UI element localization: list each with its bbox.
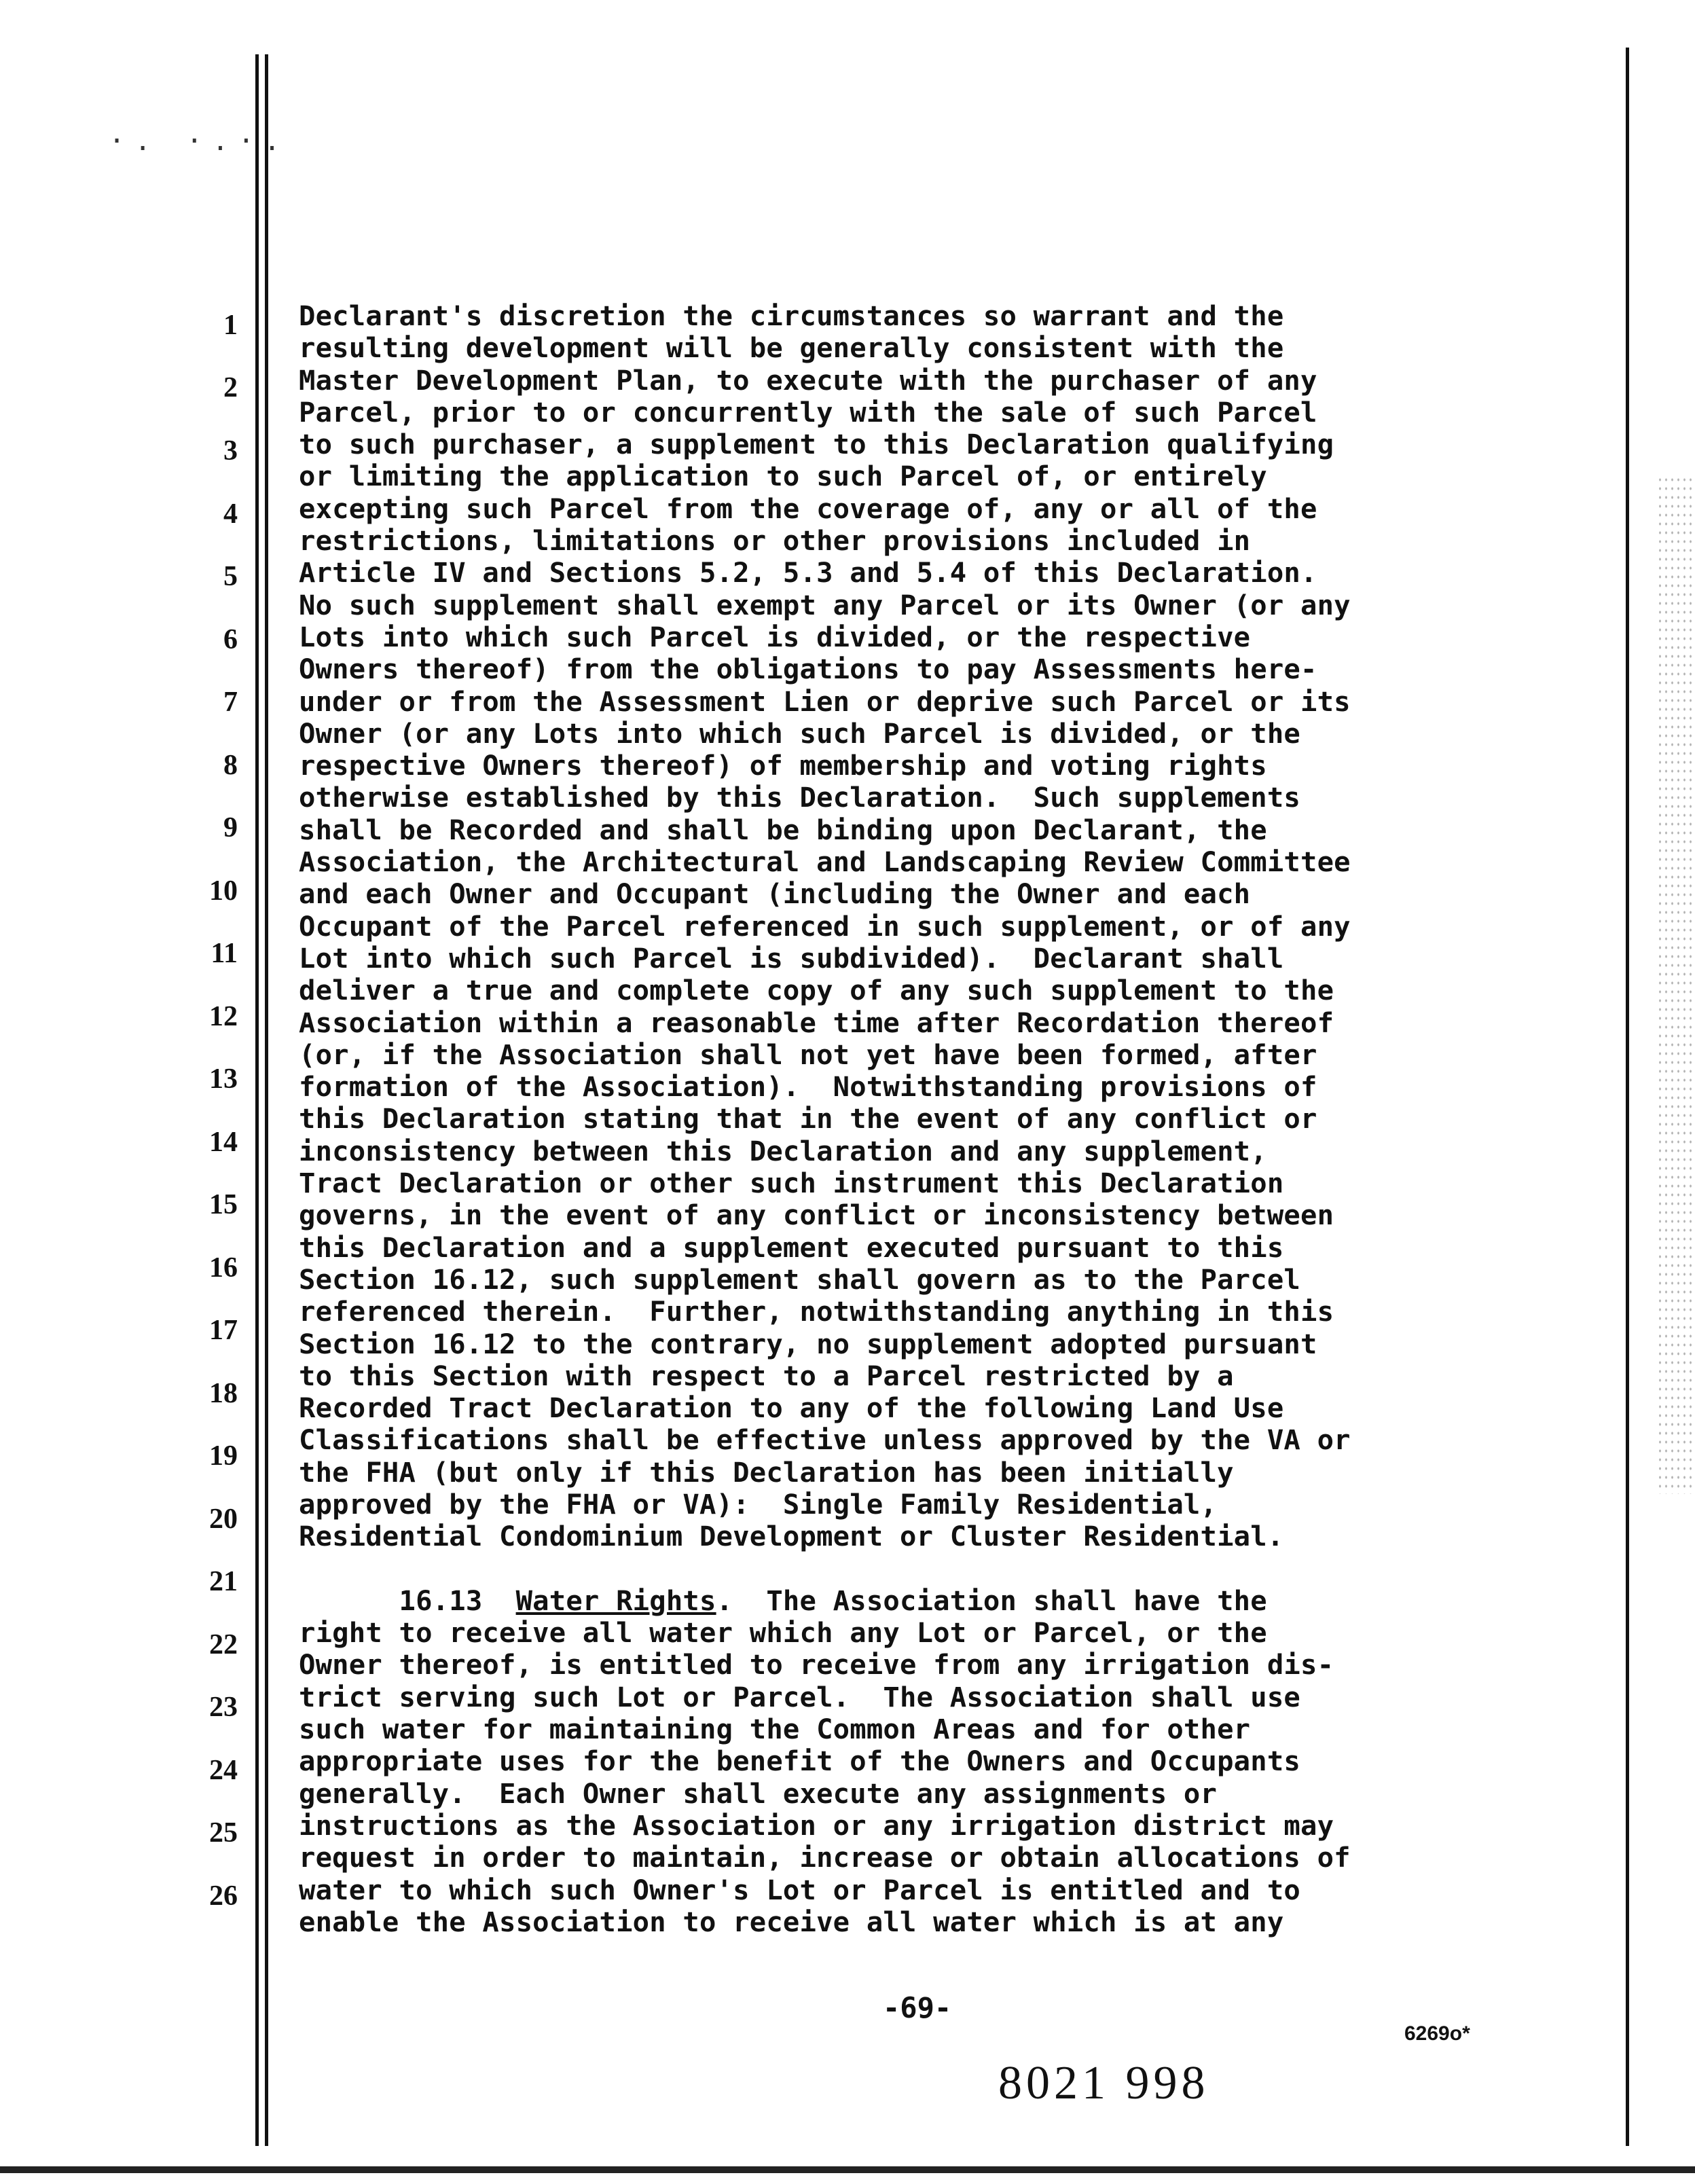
line-number: 10 [209, 875, 238, 907]
page-number: -69- [883, 1991, 952, 2024]
text-line: Owners thereof) from the obligations to pay Assessments here- [299, 653, 1317, 686]
text-line: instructions as the Association or any irrigation district may [299, 1808, 1334, 1842]
scan-bottom-edge [0, 2166, 1695, 2173]
text-line: restrictions, limitations or other provisions included in [299, 524, 1251, 558]
paragraph-16-13 [299, 1617, 1616, 1938]
line-number: 5 [223, 561, 238, 592]
line-number: 21 [209, 1566, 238, 1597]
text-line: generally. Each Owner shall execute any assignments or [299, 1777, 1218, 1810]
text-line: Section 16.12 to the contrary, no supplement adopted pursuant [299, 1327, 1317, 1360]
line-number: 8 [223, 750, 238, 781]
line-number: 9 [223, 812, 238, 843]
line-number: 6 [223, 624, 238, 655]
section-heading-line [299, 1585, 1616, 1617]
line-number: 3 [223, 435, 238, 467]
text-line: Association within a reasonable time after Recordation thereof [299, 1006, 1334, 1039]
text-line: referenced therein. Further, notwithstanding anything in this [299, 1295, 1334, 1328]
recording-stamp [998, 2056, 1209, 2111]
line-number: 11 [211, 938, 238, 969]
text-line: Section 16.12, such supplement shall govern as to the Parcel [299, 1262, 1300, 1296]
paragraph-16-12-continuation [299, 300, 1616, 1553]
text-line: this Declaration and a supplement executed pursuant to this [299, 1231, 1284, 1264]
text-line: to this Section with respect to a Parcel restricted by a [299, 1359, 1234, 1392]
text-line: Parcel, prior to or concurrently with the sale of such Parcel [299, 395, 1317, 429]
text-line: governs, in the event of any conflict or inconsistency between [299, 1199, 1334, 1232]
line-number: 2 [223, 372, 238, 403]
text-line: Owner (or any Lots into which such Parcel is divided, or the [299, 716, 1300, 750]
line-number: 13 [209, 1063, 238, 1095]
scan-noise [1657, 475, 1695, 1494]
text-line: shall be Recorded and shall be binding upon Declarant, the [299, 813, 1267, 846]
section-first-line: . The Association shall have the [716, 1584, 1267, 1617]
text-line: deliver a true and complete copy of any such supplement to the [299, 974, 1334, 1007]
line-number: 16 [209, 1252, 238, 1284]
line-number: 14 [209, 1127, 238, 1158]
text-line: request in order to maintain, increase or obtain allocations of [299, 1841, 1351, 1874]
text-line: resulting development will be generally consistent with the [299, 331, 1284, 365]
text-line: Tract Declaration or other such instrument this Declaration [299, 1167, 1284, 1200]
text-line: Lots into which such Parcel is divided, or the respective [299, 620, 1251, 653]
text-line: appropriate uses for the benefit of the Owners and Occupants [299, 1745, 1300, 1778]
text-line: approved by the FHA or VA): Single Family Residential, [299, 1487, 1218, 1521]
text-line: enable the Association to receive all water which is at any [299, 1905, 1284, 1938]
section-heading: Water Rights [515, 1584, 716, 1617]
text-line: Occupant of the Parcel referenced in such supplement, or of any [299, 909, 1351, 943]
line-number: 20 [209, 1504, 238, 1535]
line-number: 7 [223, 687, 238, 718]
text-line: right to receive all water which any Lot or Parcel, or the [299, 1616, 1267, 1650]
text-line: the FHA (but only if this Declaration has been initially [299, 1455, 1234, 1489]
text-line: under or from the Assessment Lien or deprive such Parcel or its [299, 685, 1351, 718]
line-number: 1 [223, 310, 238, 341]
line-number: 17 [209, 1315, 238, 1346]
scan-specks: ·. ·.·. [109, 126, 290, 157]
text-line: (or, if the Association shall not yet have been formed, after [299, 1038, 1317, 1071]
recording-page: 998 [1125, 2057, 1209, 2109]
line-number: 4 [223, 498, 238, 530]
line-number: 15 [209, 1189, 238, 1220]
text-line: Association, the Architectural and Landscaping Review Committee [299, 845, 1351, 879]
text-line: trict serving such Lot or Parcel. The Association shall use [299, 1680, 1300, 1713]
line-number: 26 [209, 1880, 238, 1912]
text-line: Classifications shall be effective unless approved by the VA or [299, 1423, 1351, 1457]
text-line: inconsistency between this Declaration and any supplement, [299, 1134, 1267, 1167]
text-line: to such purchaser, a supplement to this Declaration qualifying [299, 428, 1334, 461]
left-margin-rule-inner [265, 54, 268, 2146]
text-line: Lot into which such Parcel is subdivided). Declarant shall [299, 941, 1284, 975]
text-line: Master Development Plan, to execute with the purchaser of any [299, 363, 1317, 397]
text-line: such water for maintaining the Common Areas and for other [299, 1713, 1251, 1746]
text-line: Article IV and Sections 5.2, 5.3 and 5.4 of this Declaration. [299, 556, 1317, 589]
right-margin-rule [1626, 48, 1629, 2146]
document-code: 6269o* [1404, 2022, 1470, 2045]
line-number: 24 [209, 1755, 238, 1786]
line-number: 22 [209, 1629, 238, 1660]
recording-book: 8021 [998, 2057, 1110, 2109]
text-line: Recorded Tract Declaration to any of the following Land Use [299, 1391, 1284, 1425]
text-line: Declarant's discretion the circumstances so warrant and the [299, 299, 1284, 332]
line-number: 12 [209, 1001, 238, 1032]
text-line: Owner thereof, is entitled to receive from any irrigation dis- [299, 1648, 1334, 1681]
text-line: formation of the Association). Notwithstanding provisions of [299, 1070, 1317, 1104]
text-line: this Declaration stating that in the event of any conflict or [299, 1102, 1317, 1135]
left-margin-rule [255, 54, 259, 2146]
document-body [299, 300, 1616, 1938]
text-line: No such supplement shall exempt any Parcel or its Owner (or any [299, 588, 1351, 621]
section-number: 16.13 [399, 1584, 483, 1617]
line-number: 23 [209, 1692, 238, 1723]
line-number: 18 [209, 1378, 238, 1409]
text-line: and each Owner and Occupant (including the Owner and each [299, 877, 1251, 911]
text-line: or limiting the application to such Parcel of, or entirely [299, 460, 1267, 493]
text-line: respective Owners thereof) of membership and voting rights [299, 749, 1267, 782]
blank-line [299, 1553, 1616, 1585]
text-line: water to which such Owner's Lot or Parcel is entitled and to [299, 1873, 1300, 1906]
text-line: excepting such Parcel from the coverage of, any or all of the [299, 492, 1317, 525]
text-line: otherwise established by this Declaration. Such supplements [299, 781, 1300, 814]
line-number: 19 [209, 1440, 238, 1472]
text-line: Residential Condominium Development or Cluster Residential. [299, 1520, 1284, 1553]
line-number: 25 [209, 1817, 238, 1849]
